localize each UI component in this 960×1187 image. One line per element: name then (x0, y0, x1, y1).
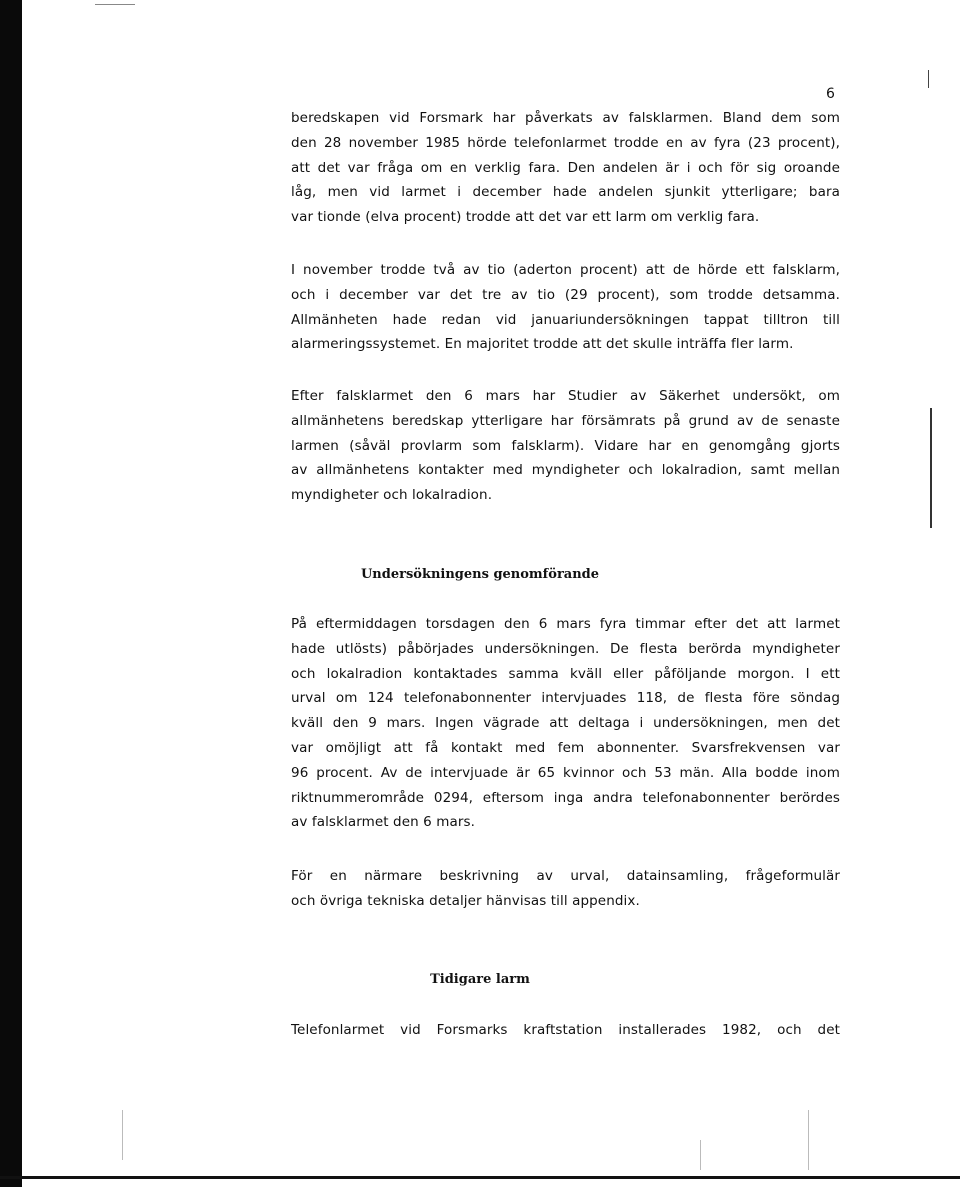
text-line: I november trodde två av tio (aderton procent) att de hörde ett falsklarm, (291, 262, 840, 278)
text-line: och lokalradion kontaktades samma kväll eller påföljande morgon. I ett (291, 665, 840, 682)
text-line: att det var fråga om en verklig fara. Den andelen är i och för sig oroande (291, 159, 840, 176)
text-line: På eftermiddagen torsdagen den 6 mars fyra timmar efter det att larmet (291, 616, 840, 632)
text-line: urval om 124 telefonabonnenter intervjuades 118, de flesta före söndag (291, 690, 840, 707)
paragraph-march (291, 384, 840, 508)
scan-tick (700, 1140, 701, 1170)
text-line: alarmeringssystemet. En majoritet trodde att det skulle inträffa fler larm. (291, 336, 794, 353)
text-line: beredskapen vid Forsmark har påverkats av falsklarmen. Bland dem som (291, 110, 840, 126)
text-line: av falsklarmet den 6 mars. (291, 814, 476, 831)
text-line: Allmänheten hade redan vid januariundersökningen tappat tilltron till (291, 311, 840, 328)
text-line: kväll den 9 mars. Ingen vägrade att deltaga i undersökningen, men det (291, 715, 840, 732)
text-line: Efter falsklarmet den 6 mars har Studier av Säkerhet undersökt, om (291, 388, 840, 404)
text-line: låg, men vid larmet i december hade andelen sjunkit ytterligare; bara (291, 184, 840, 201)
text-line: den 28 november 1985 hörde telefonlarmet trodde en av fyra (23 procent), (291, 134, 840, 151)
text-line: 96 procent. Av de intervjuade är 65 kvinnor och 53 män. Alla bodde inom (291, 764, 840, 781)
text-line: var tionde (elva procent) trodde att det var ett larm om verklig fara. (291, 209, 760, 226)
scan-tick (122, 1110, 123, 1160)
scan-tick (808, 1110, 809, 1170)
text-line: var omöjligt att få kontakt med fem abonnenter. Svarsfrekvensen var (291, 739, 840, 756)
scan-top-mark (95, 4, 135, 7)
text-line: och i december var det tre av tio (29 procent), som trodde detsamma. (291, 286, 840, 303)
section-heading: Undersökningens genomförande (360, 567, 600, 582)
paragraph-earlier-alarms (291, 1018, 840, 1043)
paragraph-method (291, 612, 840, 835)
text-line: hade utlösts) påbörjades undersökningen. De flesta berörda myndigheter (291, 640, 840, 657)
text-line: För en närmare beskrivning av urval, datainsamling, frågeformulär (291, 868, 840, 884)
scan-bottom-edge (0, 1176, 960, 1179)
paragraph-appendix (291, 864, 840, 914)
text-line: larmen (såväl provlarm som falsklarm). Vidare har en genomgång gjorts (291, 437, 840, 454)
text-line: av allmänhetens kontakter med myndigheter och lokalradion, samt mellan (291, 462, 840, 479)
text-line: Telefonlarmet vid Forsmarks kraftstation installerades 1982, och det (291, 1022, 840, 1038)
scan-tick (928, 70, 929, 88)
section-heading: Tidigare larm (430, 972, 530, 987)
scan-right-bar (930, 408, 932, 528)
paragraph-intro (291, 106, 840, 230)
text-line: myndigheter och lokalradion. (291, 487, 493, 504)
text-line: allmänhetens beredskap ytterligare har försämrats på grund av de senaste (291, 412, 840, 429)
text-line: riktnummerområde 0294, eftersom inga andra telefonabonnenter berördes (291, 789, 840, 806)
text-line: och övriga tekniska detaljer hänvisas till appendix. (291, 892, 640, 909)
paragraph-november (291, 258, 840, 357)
page-number: 6 (826, 86, 835, 102)
scan-left-edge (0, 0, 22, 1187)
